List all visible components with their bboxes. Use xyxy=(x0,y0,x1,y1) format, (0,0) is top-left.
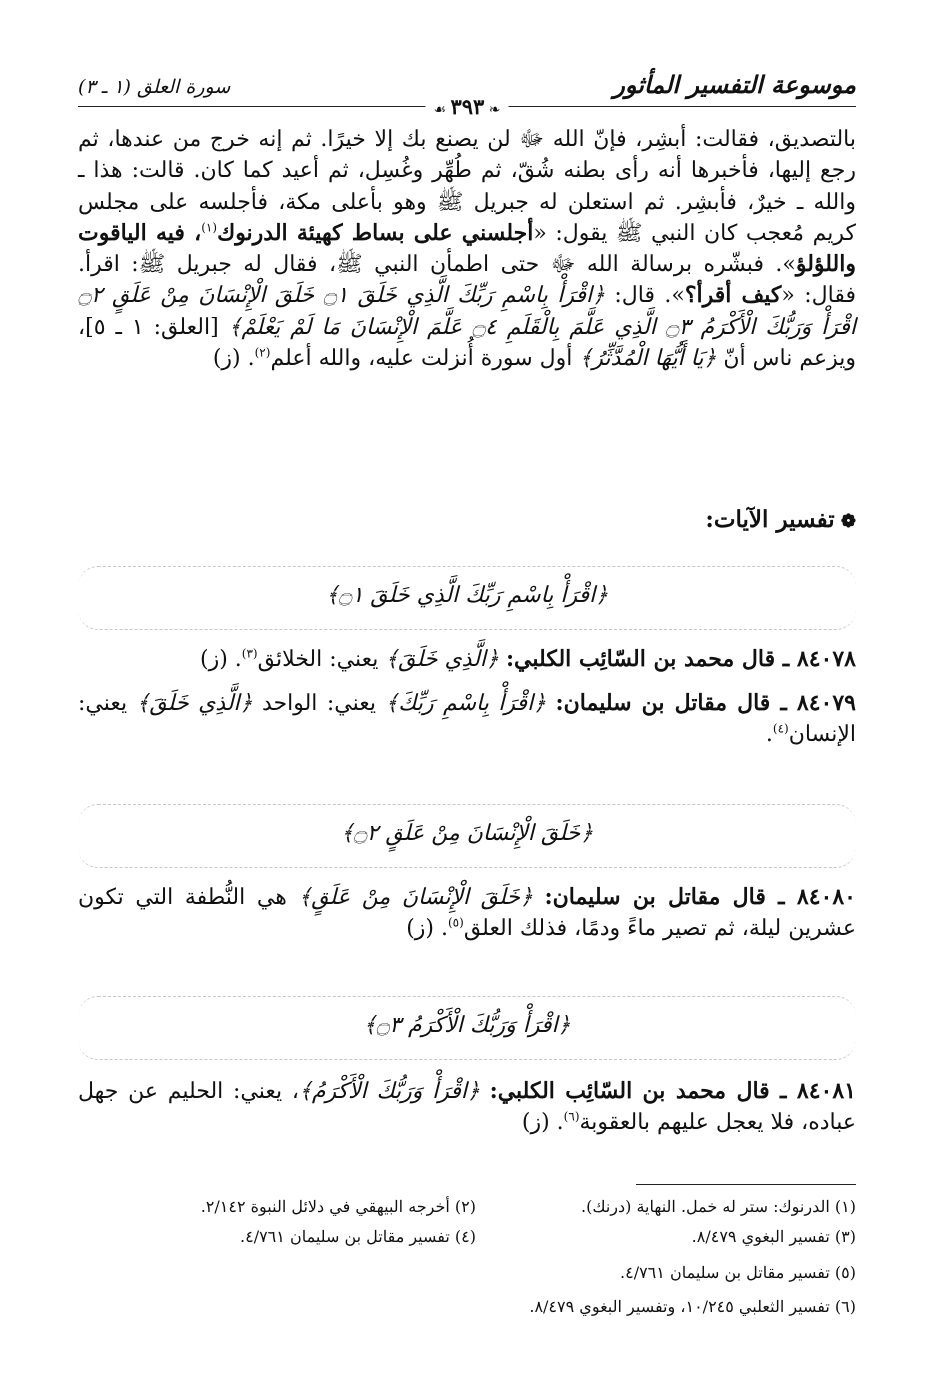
section-title-text: تفسير الآيات: xyxy=(705,506,835,533)
entry-text: . (ز) xyxy=(406,916,448,942)
verse-text: ﴿خَلَقَ الْإِنْسَانَ مِنْ عَلَقٍ ۝٢﴾ xyxy=(340,821,594,846)
footnote-5: (٥) تفسير مقاتل بن سليمان ٤/٧٦١. xyxy=(620,1263,856,1282)
hadith-quote: أجلسني على بساط كهيئة الدرنوك xyxy=(217,219,534,246)
ornament-icon: ❧ xyxy=(484,102,501,118)
entry-84080 xyxy=(78,882,856,945)
footnote-2: (٢) أخرجه البيهقي في دلائل النبوة ٢/١٤٢. xyxy=(200,1197,476,1216)
entry-number: ٨٤٠٨١ ـ قال xyxy=(726,1078,856,1104)
entry-number: ٨٤٠٨٠ ـ قال xyxy=(720,884,856,910)
entry-text: يعني: الواحد xyxy=(252,691,386,716)
verse-text: ﴿اقْرَأْ وَرَبُّكَ الْأَكْرَمُ ۝٣﴾ xyxy=(363,1013,571,1038)
quran-verse: ﴿الَّذِي خَلَقَ﴾ xyxy=(136,691,253,716)
entry-84081 xyxy=(78,1076,856,1139)
footnote-ref: (٢) xyxy=(254,345,271,360)
ornament-icon: ☙ xyxy=(433,102,451,118)
verse-text: ﴿اقْرَأْ بِاسْمِ رَبِّكَ الَّذِي خَلَقَ ۝١﴾ xyxy=(325,583,609,608)
page-number-value: ٣٩٣ xyxy=(450,94,485,119)
section-title xyxy=(705,506,856,533)
footnote-ref: (٥) xyxy=(447,915,464,930)
footnote-ref: (٦) xyxy=(563,1109,580,1124)
footnote-4: (٤) تفسير مقاتل بن سليمان ٤/٧٦١. xyxy=(240,1227,476,1246)
quran-verse: ﴿اقْرَأْ وَرَبُّكَ الْأَكْرَمُ﴾ xyxy=(298,1079,490,1104)
page-number xyxy=(425,94,508,119)
entry-text: . (ز) xyxy=(521,1110,564,1136)
verse-box-2 xyxy=(78,804,856,868)
quran-verse: ﴿خَلَقَ الْإِنْسَانَ مِنْ عَلَقٍ﴾ xyxy=(298,885,545,910)
footnote-ref: (١) xyxy=(201,220,218,235)
entry-text: ، يعني: الحليم عن جهل عباده، فلا يعجل عليهم بالعقوبة xyxy=(78,1079,856,1136)
intro-text: . (ز) xyxy=(212,346,255,372)
verse-box-3 xyxy=(78,996,856,1060)
verse-box-1 xyxy=(78,566,856,630)
entry-84079 xyxy=(78,688,856,751)
intro-text: أول سورة أُنزلت عليه، والله أعلم xyxy=(270,346,580,372)
narrator-name: محمد بن السّائِب الكلبي: xyxy=(505,646,735,672)
entry-number: ٨٤٠٧٩ ـ قال xyxy=(727,690,856,716)
surah-reference: سورة العلق (١ ـ ٣) xyxy=(78,76,231,98)
entry-text: هي النُّطفة التي تكون عشرين ليلة، ثم تصير ماءً ودمًا، فذلك العلق xyxy=(78,885,856,942)
entry-text: . xyxy=(765,722,773,748)
running-header xyxy=(78,62,856,119)
narrator-name: مقاتل بن سليمان: xyxy=(544,884,721,910)
quran-verse: ﴿الَّذِي خَلَقَ﴾ xyxy=(385,647,506,672)
entry-84078 xyxy=(78,644,856,675)
entry-number: ٨٤٠٧٨ ـ قال xyxy=(734,646,856,672)
narrator-name: مقاتل بن سليمان: xyxy=(555,690,727,716)
quran-verse: ﴿اقْرَأْ بِاسْمِ رَبِّكَ﴾ xyxy=(385,691,556,716)
entry-text: . (ز) xyxy=(200,647,242,672)
footnote-rule xyxy=(636,1184,856,1185)
hadith-quote: ، فيه الياقوت واللؤلؤ xyxy=(78,219,856,278)
footnote-ref: (٣) xyxy=(241,646,258,661)
intro-text: ». فبشّره برسالة الله ﷻ حتى اطمأن النبي ﷺ، فقال له جبريل ﷺ: اقرأ. فقال: « xyxy=(78,252,856,309)
entry-text: يعني: الخلائق xyxy=(257,647,386,672)
entry-text: يعني: الإنسان xyxy=(78,691,856,748)
intro-text: [العلق: ١ ـ ٥]، ويزعم ناس أنّ xyxy=(78,314,856,372)
intro-text: بالتصديق، فقالت: أبشِر، فإنّ الله ﷻ لن يصنع بك إلا خيرًا. ثم إنه خرج من عندها، ثم رجع إليها، فأخبرها أنه رأى بطنه شُقّ، ثم طُهِّر وغُسِل، ثم أعيد كما كان. قالت: هذا ـ والله ـ خيرٌ، فأبشِر. ثم استعلن له جبريل ﷺ وهو بأعلى مكة، فأجلسه على مجلس كريم مُعجب كان النبي ﷺ يقول: « xyxy=(78,127,856,246)
intro-text: ». قال: xyxy=(604,283,685,309)
footnote-ref: (٤) xyxy=(772,721,789,736)
flower-icon: ❁ xyxy=(834,511,856,532)
quran-verse: ﴿اقْرَأْ بِاسْمِ رَبِّكَ الَّذِي خَلَقَ ۝١ خَلَقَ الْإِنْسَانَ مِنْ عَلَقٍ ۝٢ اقْرَأْ وَرَبُّكَ الْأَكْرَمُ ۝٣ الَّذِي عَلَّمَ بِالْقَلَمِ ۝٤ عَلَّمَ الْإِنْسَانَ مَا لَمْ يَعْلَمْ﴾ xyxy=(78,283,857,340)
intro-paragraph xyxy=(78,124,856,374)
book-title: موسوعة التفسير المأثور xyxy=(613,70,856,99)
footnote-6: (٦) تفسير الثعلبي ١٠/٢٤٥، وتفسير البغوي ٨/٤٧٩. xyxy=(529,1297,856,1316)
footnote-1: (١) الدرنوك: ستر له خمل. النهاية (درنك). xyxy=(581,1197,856,1216)
footnote-3: (٣) تفسير البغوي ٨/٤٧٩. xyxy=(691,1227,856,1246)
narrator-name: محمد بن السّائِب الكلبي: xyxy=(489,1078,727,1104)
quran-verse: ﴿يَا أَيُّهَا الْمُدَّثِّرُ﴾ xyxy=(579,346,717,372)
hadith-quote: كيف أقرأ؟ xyxy=(684,282,782,309)
